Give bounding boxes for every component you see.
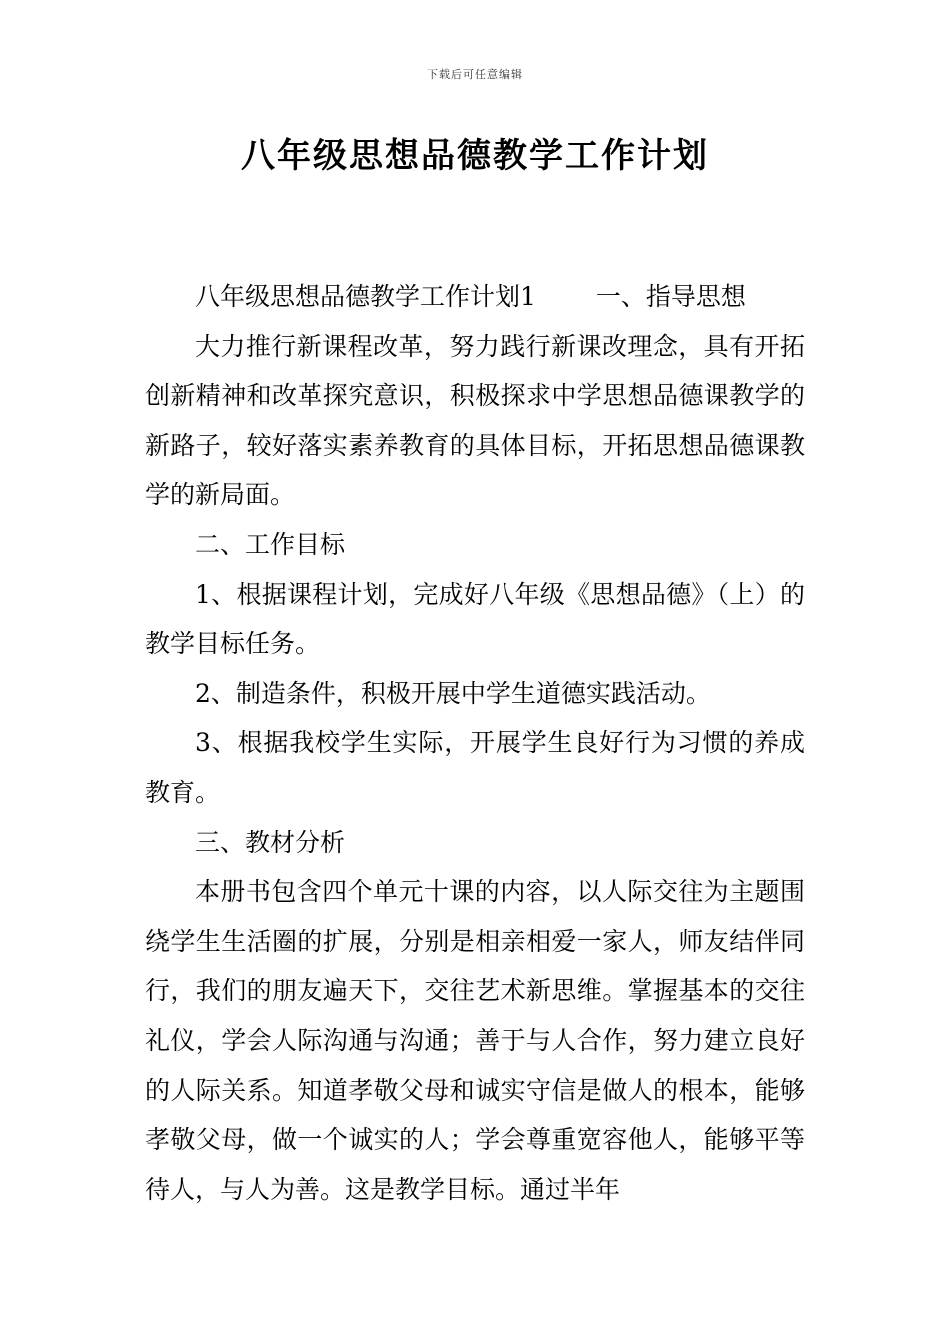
document-title: 八年级思想品德教学工作计划: [241, 136, 709, 176]
goal-item-3: 3、根据我校学生实际，开展学生良好行为习惯的养成教育。: [145, 728, 805, 807]
paragraph-textbook-analysis: 本册书包含四个单元十课的内容，以人际交往为主题围绕学生生活圈的扩展，分别是相亲相爱一家人，师友结伴同行，我们的朋友遍天下，交往艺术新思维。掌握基本的交往礼仪，学会人际沟通与沟通；善于与人合作，努力建立良好的人际关系。知道孝敬父母和诚实守信是做人的根本，能够孝敬父母，做一个诚实的人；学会尊重宽容他人，能够平等待人，与人为善。这是教学目标。通过半年: [145, 877, 805, 1204]
section-heading-guiding: 一、指导思想: [595, 282, 746, 311]
goal-item-1: 1、根据课程计划，完成好八年级《思想品德》（上）的教学目标任务。: [145, 579, 805, 659]
goal-item-2: 2、制造条件，积极开展中学生道德实践活动。: [195, 678, 711, 708]
section-heading-textbook: 三、教材分析: [195, 827, 346, 857]
paragraph-guiding-thought: 大力推行新课程改革，努力践行新课改理念，具有开拓创新精神和改革探究意识，积极探求中学思想品德课教学的新路子，较好落实素养教育的具体目标，开拓思想品德课教学的新局面。: [145, 331, 805, 510]
doc-label: 八年级思想品德教学工作计划1: [195, 282, 536, 311]
document-body: [145, 272, 805, 1214]
section-heading-goals: 二、工作目标: [195, 529, 346, 559]
intro-line: [145, 272, 805, 322]
header-note: 下载后可任意编辑: [427, 68, 523, 81]
